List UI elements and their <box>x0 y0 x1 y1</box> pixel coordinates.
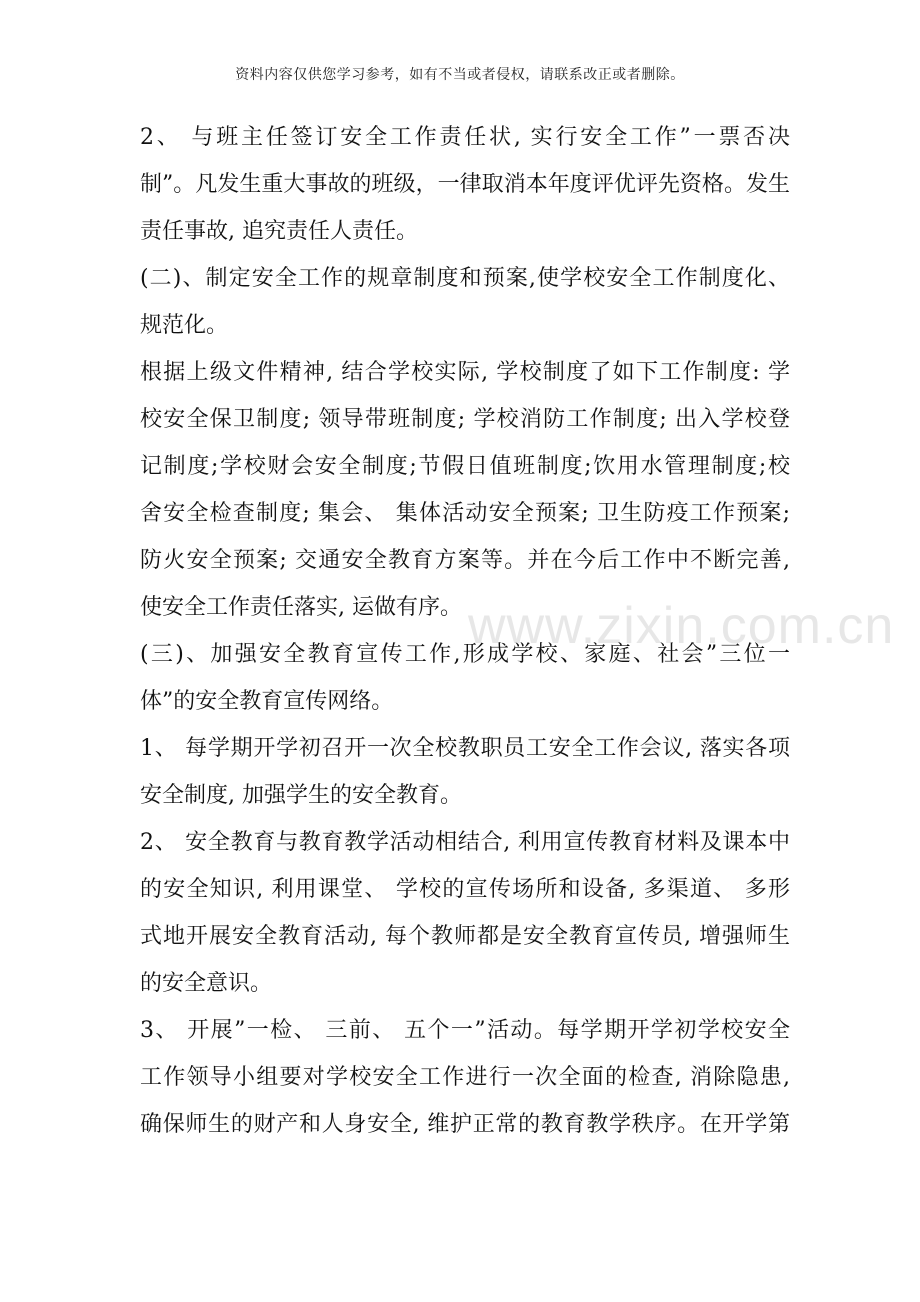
text-line: 式地开展安全教育活动, 每个教师都是安全教育宣传员, 增强师生 <box>140 924 790 949</box>
text-line: (三)、加强安全教育宣传工作,形成学校、家庭、社会”三位一 <box>140 642 790 667</box>
text-line: 1、 每学期开学初召开一次全校教职员工安全工作会议, 落实各项 <box>140 736 790 761</box>
watermark: www.zixin.com.cn <box>468 597 895 655</box>
text-line: 2、 与班主任签订安全工作责任状, 实行安全工作”一票否决 <box>140 125 790 150</box>
body-text <box>140 114 790 1148</box>
text-line: 安全制度, 加强学生的安全教育。 <box>140 783 462 808</box>
text-line: 责任事故, 追究责任人责任。 <box>140 219 418 244</box>
text-line: 使安全工作责任落实, 运做有序。 <box>140 595 462 620</box>
text-line: 舍安全检查制度; 集会、 集体活动安全预案; 卫生防疫工作预案; <box>140 501 790 526</box>
text-line: 的安全知识, 利用课堂、 学校的宣传场所和设备, 多渠道、 多形 <box>140 877 790 902</box>
text-line: 的安全意识。 <box>140 971 273 996</box>
text-line: 工作领导小组要对学校安全工作进行一次全面的检查, 消除隐患, <box>140 1065 790 1090</box>
text-line: 防火安全预案; 交通安全教育方案等。并在今后工作中不断完善, <box>140 548 790 573</box>
text-line: 3、 开展”一检、 三前、 五个一”活动。每学期开学初学校安全 <box>140 1018 790 1043</box>
text-line: 校安全保卫制度; 领导带班制度; 学校消防工作制度; 出入学校登 <box>140 407 790 432</box>
text-line: 体”的安全教育宣传网络。 <box>140 689 394 714</box>
text-line: (二)、制定安全工作的规章制度和预案,使学校安全工作制度化、 <box>140 266 790 291</box>
text-line: 确保师生的财产和人身安全, 维护正常的教育教学秩序。在开学第 <box>140 1112 790 1137</box>
text-line: 2、 安全教育与教育教学活动相结合, 利用宣传教育材料及课本中 <box>140 830 790 855</box>
text-line: 规范化。 <box>140 313 229 338</box>
text-line: 制”。凡发生重大事故的班级，一律取消本年度评优评先资格。发生 <box>140 172 790 197</box>
disclaimer-note: 资料内容仅供您学习参考，如有不当或者侵权，请联系改正或者删除。 <box>235 67 685 83</box>
text-line: 记制度;学校财会安全制度;节假日值班制度;饮用水管理制度;校 <box>140 454 790 479</box>
text-line: 根据上级文件精神, 结合学校实际, 学校制度了如下工作制度: 学 <box>140 360 790 385</box>
